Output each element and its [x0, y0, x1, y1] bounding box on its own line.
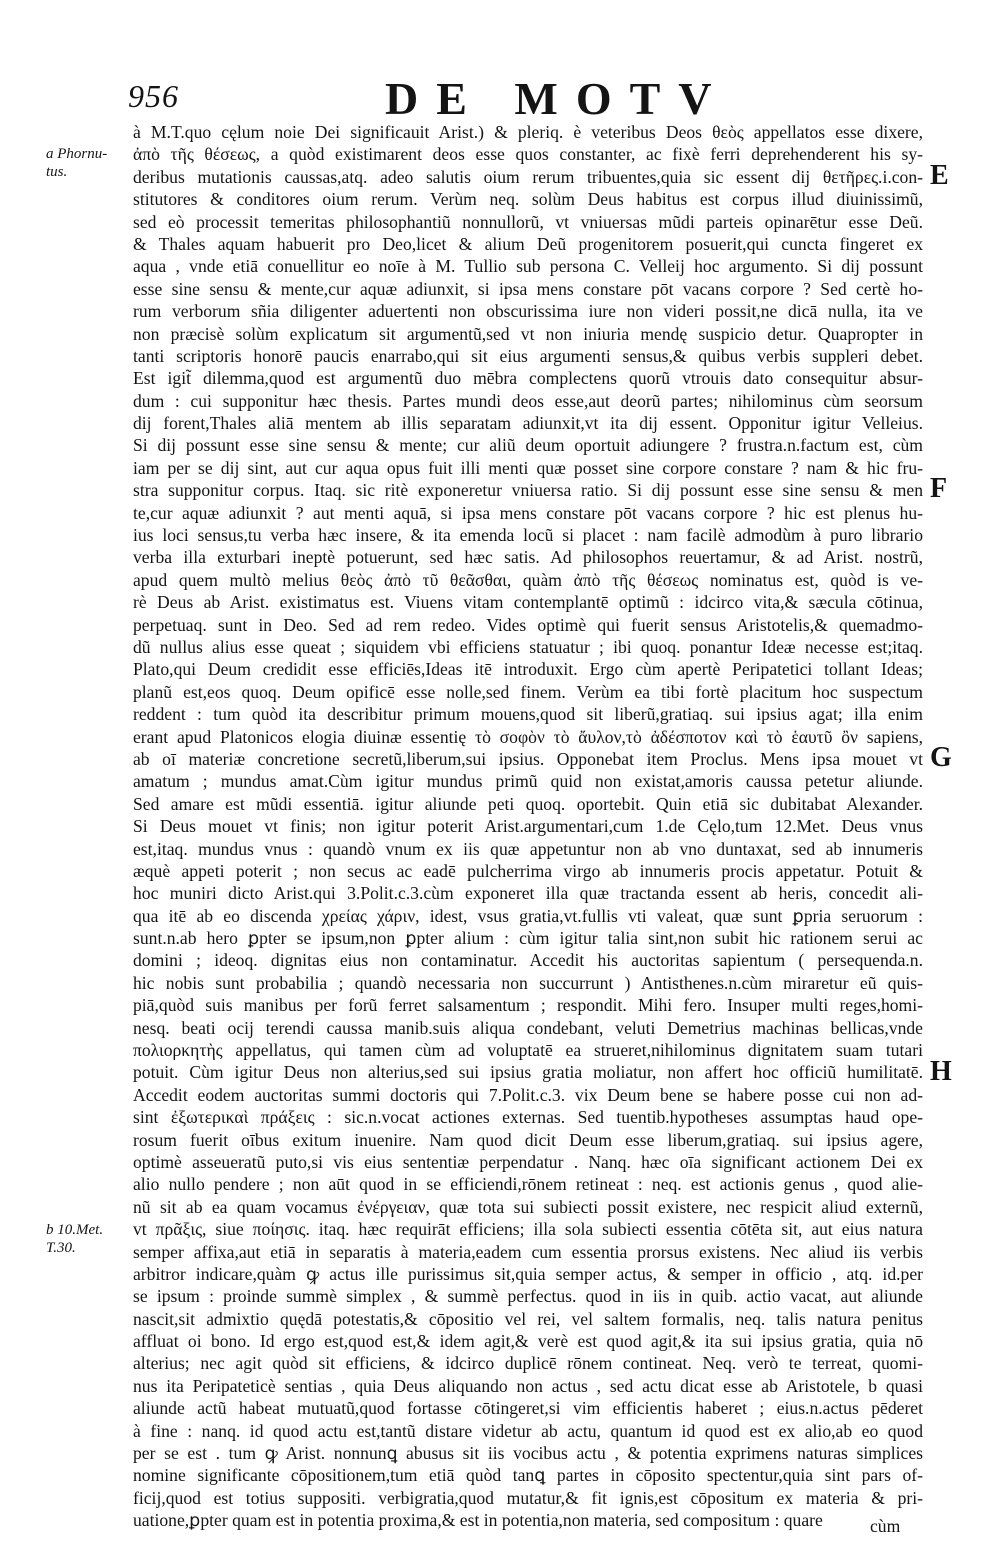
text-line: potuit. Cùm igitur Deus non alterius,sed sui ipsius gratia moliatur, non affert hoc officiũ humilitatē.	[133, 1062, 923, 1083]
text-line: non præcisè solùm explicatum sit argumentũ,sed vt non iniuria mendę suspicio detur. Quapropter in	[133, 323, 923, 344]
text-line: à fine : nanq. id quod actu est,tantũ distare videtur ab actu, quantum id quod est ex alio,ab eo quod	[133, 1420, 923, 1441]
margin-note: a Phornu- tus.	[46, 146, 108, 181]
text-line: Est igit̃ dilemma,quod est argumentũ duo mēbra complectens quorũ vtrouis dato consequitur absur-	[133, 368, 923, 389]
text-line: verba illa exturbari ineptè potuerunt, sed hæc satis. Ad philosophos reuertamur, & ad Arist. nostrũ,	[133, 547, 923, 568]
text-line: semper affixa,aut etiā in separatis à materia,eadem cum essentia prorsus existens. Nec aliud iis verbis	[133, 1241, 923, 1262]
text-line: hoc muniri dicto Arist.qui 3.Polit.c.3.cùm exponeret illa quæ tractanda essent ab heris, concedit ali-	[133, 883, 923, 904]
text-line: ab oī materiæ concretione secretũ,liberum,sui ipsius. Opponebat item Proclus. Mens ipsa mouet vt	[133, 748, 923, 769]
text-line: rè Deus ab Arist. existimatus est. Viuens vitam contemplantē optimũ : idcirco vita,& sæcula cōtinua,	[133, 592, 923, 613]
text-line: & Thales aquam habuerit pro Deo,licet & alium Deũ progenitorem posuerit,qui cuncta fingeret ex	[133, 233, 923, 254]
section-letter: G	[930, 742, 952, 774]
section-letter: F	[930, 473, 948, 505]
text-line: reddent : tum quòd ita describitur primum mouens,quod sit liberũ,gratiaq. sui ipsius agat; illa enim	[133, 704, 923, 725]
text-line: dũ nullus alius esse queat ; siquidem vbi efficiens statuatur ; ibi quoq. ponantur Ideæ necesse est;itaq.	[133, 636, 923, 657]
text-line: aliunde actũ habeat mutuatũ,quod fortasse cōtingeret,si vim efficientis haberet ; eius.n.actus pēderet	[133, 1398, 923, 1419]
section-letter: E	[930, 159, 949, 191]
text-line: ius loci sensus,tu verba hæc insere, & ita emenda locũ si placet : nam facilè admodùm à puro librario	[133, 525, 923, 546]
text-line: est,itaq. mundus vnus : quandò vnum ex iis quæ appetuntur non ab vno duntaxat, sed ab innumeris	[133, 838, 923, 859]
text-line: perpetuaq. sunt in Deo. Sed ad rem redeo. Vides optimè qui fuerit sensus Aristotelis,& quemadmo-	[133, 614, 923, 635]
text-line: esse sine sensu & mente,cur aquæ adiunxit, si ipsa mens constare pōt vacans corpore ? Sed certè ho-	[133, 278, 923, 299]
text-line: amatum ; mundus amat.Cùm igitur mundus primũ quid non existat,amoris caussa petetur aliunde.	[133, 771, 923, 792]
text-line: apud quem multò melius θεὸς ἀπὸ τῦ θεᾶσθαι, quàm ἀπὸ τῆς θέσεως nominatus est, quòd is ve-	[133, 569, 923, 590]
text-line: à M.T.quo cęlum noie Dei significauit Arist.) & pleriq. è veteribus Deos θεὸς appellatos esse dixere,	[133, 122, 923, 142]
section-letter: H	[930, 1055, 952, 1087]
text-line: sunt.n.ab hero ꝑpter se ipsum,non ꝑpter alium : cùm igitur talia sint,non subit hic rationem serui ac	[133, 928, 923, 949]
text-line: optimè asseueratũ puto,si vis eius sententiæ perpendatur . Nanq. hæc oīa significant actionem Dei ex	[133, 1151, 923, 1172]
text-line: planũ est,eos quoq. Deum opificē esse nolle,sed finem. Verùm ea tibi fortè placitum hoc suspectum	[133, 681, 923, 702]
text-line: æquè appeti poterit ; non secus ac eadē pulcherrima virgo ab innumeris procis appetatur. Potuit &	[133, 860, 923, 881]
text-line: erant apud Platonicos elogia diuinæ essentię τὸ σοφὸν τὸ ἄυλον,τὸ ἀδέσποτον καὶ τὸ ἑαυτῦ ὂν sapiens,	[133, 726, 923, 747]
text-line: dum : cui supponitur hæc thesis. Partes mundi deos esse,aut deorũ partes; nihilominus cùm seorsum	[133, 390, 923, 411]
text-line: Plato,qui Deum credidit esse efficiēs,Ideas itē introduxit. Ergo cùm apertè Peripatetici tollant Ideas;	[133, 659, 923, 680]
text-line: alterius; nec agit quòd sit efficiens, & idcirco duplicē rōnem contineat. Neq. verò te terreat, quomi-	[133, 1353, 923, 1374]
text-line: alio nullo pendere ; non aūt quod in se efficiendi,rōnem retineat : neq. est actionis genus , quod alie-	[133, 1174, 923, 1195]
catchword: cùm	[870, 1516, 901, 1536]
text-line: se ipsum : proinde summè simplex , & summè perfectus. quod in iis in quib. actio vacat, aut aliunde	[133, 1286, 923, 1307]
text-line: rum verborum sñia diligenter aduertenti non obscurissima iure non videri possit,ne dicā nulla, ita ve	[133, 301, 923, 322]
text-line: sint ἐξωτερικαὶ πράξεις : sic.n.vocat actiones externas. Sed tuentib.hypotheses assumptas haud ope-	[133, 1107, 923, 1128]
text-line: Si dij possunt esse sine sensu & mente; cur aliũ deum oportuit adiungere ? frustra.n.factum est, cùm	[133, 435, 923, 456]
text-line: qua itē ab eo discenda χρείας χάριν, idest, vsus gratia,vt.fullis vti valeat, quæ sunt ꝑpria seruorum :	[133, 905, 923, 926]
text-line: hic nobis sunt probabilia ; quandò necessaria non succurrunt ) Antisthenes.n.cùm miraretur eũ quis-	[133, 972, 923, 993]
text-line: nus ita Peripateticè sentias , quia Deus aliquando non actus , sed actu dicat esse ab Aristotele, b quasi	[133, 1375, 923, 1396]
text-line: πολιορκητὴς appellatus, qui tamen cùm ad voluptatē ea strueret,nihilominus dignitatem suam tutari	[133, 1040, 923, 1061]
text-line: Sed amare est mũdi essentiā. igitur aliunde peti quoq. oportebit. Quin etiā sic dubitabat Alexander.	[133, 793, 923, 814]
page-number: 956	[128, 78, 179, 114]
text-line: iam per se dij sint, aut cur aqua opus fuit illi menti quæ posset sine corpore constare ? nam & hic fru-	[133, 457, 923, 478]
running-head: DE MOTV	[385, 73, 730, 124]
text-line: per se est . tum ꝙ Arist. nonnunꝗ abusus sit iis vocibus actu , & potentia exprimens naturas simplices	[133, 1443, 923, 1464]
text-line: vt πρᾶξις, siue ποίησις. itaq. hæc requirāt efficiens; illa sola subiecti essentia cōtēta sit, aut eius natura	[133, 1219, 923, 1240]
text-line: stra supponitur corpus. Itaq. sic ritè exponeretur vniuersa ratio. Si dij possunt esse sine sensu & men	[133, 480, 923, 501]
margin-note: b 10.Met. T.30.	[46, 1221, 104, 1256]
text-line: uatione,ꝑpter quam est in potentia proxima,& est in potentia,non materia, sed compositum : quare	[133, 1510, 823, 1531]
text-line: deribus mutationis caussas,atq. adeo salutis oium rerum tribuentes,quia sic essent dij θετῆρες.i.con-	[133, 166, 923, 187]
text-line: stitutores & conditores oium rerum. Verùm neq. solùm Deus habitus est corpus illud diuinissimũ,	[133, 189, 923, 210]
text-line: affluat oi bono. Id ergo est,quod est,& idem agit,& verè est quod agit,& ita sui ipsius gratia, quia nō	[133, 1331, 923, 1352]
text-line: nũ sit ab ea quam vocamus ἐνέργειαν, quæ tota sui subiecti possit existere, nec respicit aliud externũ,	[133, 1196, 923, 1217]
text-line: rosum fuerit oībus exitum inuenire. Nam quod dicit Deum esse liberum,gratiaq. sui ipsius agere,	[133, 1129, 923, 1150]
text-line: nesq. beati ocij terendi caussa manib.suis aliqua condebant, veluti Demetrius machinas bellicas,vnde	[133, 1017, 923, 1038]
text-line: dij forent,Thales aliā mentem ab illis separatam adiunxit,vt ita dij essent. Opponitur igitur Velleius.	[133, 413, 923, 434]
text-line: tanti scriptoris honorē paucis enarrabo,qui sit eius argumenti sensus,& quibus verbis suppleri debet.	[133, 345, 923, 366]
text-line: sed eò processit temeritas philosophantiũ nonnullorũ, vt vniuersas mũdi parteis opinarētur esse Deũ.	[133, 211, 923, 232]
text-line: aqua , vnde etiā conuellitur eo noīe à M. Tullio sub persona C. Velleij hoc argumento. Si dij possunt	[133, 256, 923, 277]
body-text	[133, 121, 923, 1532]
text-line: Accedit eodem auctoritas summi doctoris qui 7.Polit.c.3. vix Deum bene se habere posse cui non ad-	[133, 1084, 923, 1105]
text-line: ficij,quod est totius suppositi. verbigratia,quod mutatur,& fit ignis,est cōpositum ex materia & pri-	[133, 1487, 923, 1508]
text-line: domini ; ideoq. dignitas eius non contaminatur. Accedit his auctoritas sapientum ( persequenda.n.	[133, 950, 923, 971]
text-line: nomine significante cōpositionem,tum etiā quòd tanꝗ partes in cōposito spectentur,quia sint pars of-	[133, 1465, 923, 1486]
text-line: arbitror indicare,quàm ꝙ actus ille purissimus sit,quia semper actus, & semper in officio , atq. id.per	[133, 1263, 923, 1284]
text-line: te,cur aquæ adiunxit ? aut menti aquā, si ipsa mens constare pōt vacans corpore ? hic est plenus hu-	[133, 502, 923, 523]
text-line: Si Deus mouet vt finis; non igitur poterit Arist.argumentari,cum 1.de Cęlo,tum 12.Met. Deus vnus	[133, 816, 923, 837]
text-line: nascit,sit admixtio quędā potestatis,& cōpositio vel rei, vel saltem formalis, neq. talis natura penitus	[133, 1308, 923, 1329]
text-line: ἀπὸ τῆς θέσεως, a quòd existimarent deos esse quos constanter, ac fixè ferri deprehenderent his sy-	[133, 144, 923, 165]
text-line: piā,quòd suis manibus per forũ ferret salsamentum ; respondit. Mihi fero. Insuper multi reges,homi-	[133, 995, 923, 1016]
